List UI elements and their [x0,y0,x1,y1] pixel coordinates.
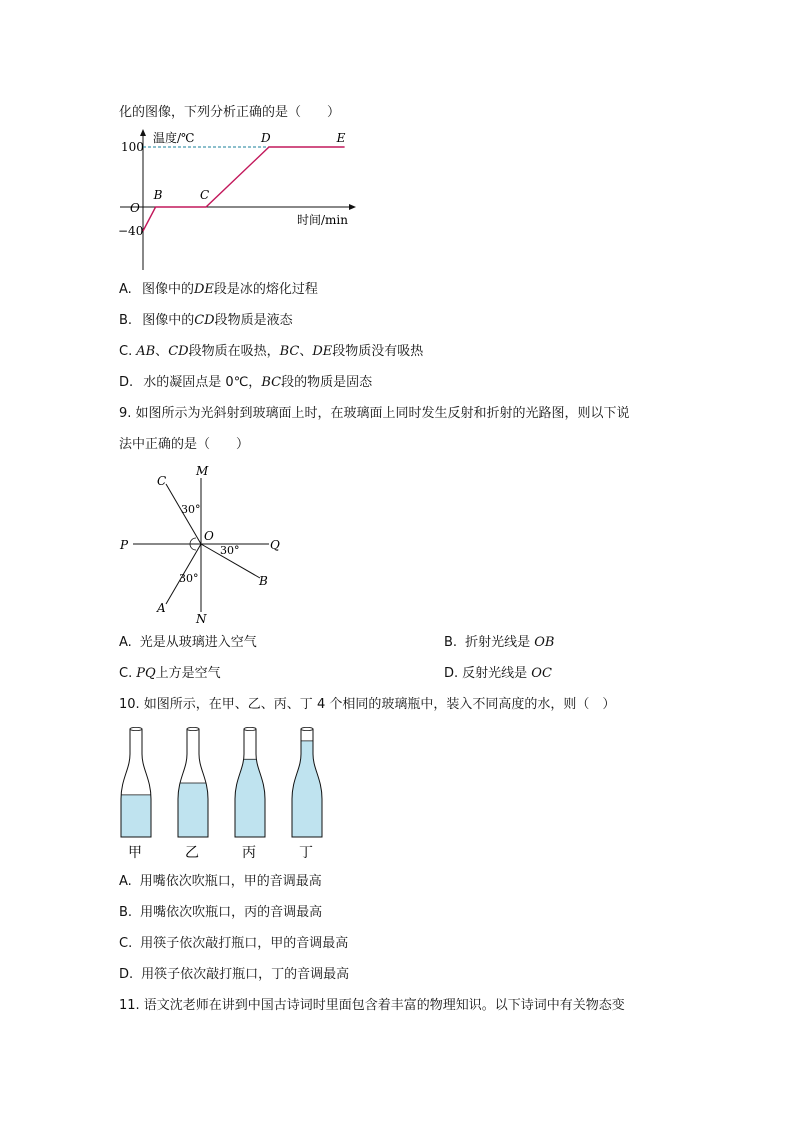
x-axis-label: 时间/min [297,213,348,227]
q9-option-d[interactable]: D. 反射光线是 OC [444,666,552,681]
bottle-label: 丙 [242,845,256,861]
label-n: N [196,612,207,626]
bottle-mouth [187,727,199,730]
y-axis-label: 温度/℃ [153,131,195,145]
point-label-c: C [200,188,210,202]
q9-option-b[interactable]: B. 折射光线是 OB [444,635,555,650]
water-fill [120,795,152,837]
angle-right: 30° [220,544,240,557]
q8-option-b[interactable]: B. 图像中的CD段物质是液态 [119,313,293,328]
q8-option-d[interactable]: D. 水的凝固点是 0℃，BC段的物质是固态 [119,375,373,390]
label-c: C [157,474,167,488]
q10-option-c[interactable]: C. 用筷子依次敲打瓶口，甲的音调最高 [119,936,349,951]
label-a: A [157,601,166,615]
bottle-4 [291,727,323,861]
point-label-b: B [153,188,163,202]
point-label-d: D [261,131,271,145]
label-o: O [204,529,214,543]
label-b: B [259,574,268,588]
q10-stem: 10. 如图所示，在甲、乙、丙、丁 4 个相同的玻璃瓶中，装入不同高度的水，则（ ） [119,697,616,712]
origin-label: O [130,201,140,215]
point-label-e: E [336,131,346,145]
bottle-mouth [130,727,142,730]
label-p: P [120,538,129,552]
water-fill [291,741,323,837]
q10-option-a[interactable]: A. 用嘴依次吹瓶口，甲的音调最高 [119,874,322,889]
q10-option-b[interactable]: B. 用嘴依次吹瓶口，丙的音调最高 [119,905,323,920]
angle-upper: 30° [181,503,201,516]
bottle-1 [120,727,152,861]
q8-option-a[interactable]: A. 图像中的DE段是冰的熔化过程 [119,282,318,297]
y-tick-100: 100 [121,140,144,154]
q8-option-c[interactable]: C. AB、CD段物质在吸热，BC、DE段物质没有吸热 [119,344,424,359]
q8-stem-tail: 化的图像，下列分析正确的是（ ） [119,105,341,120]
q11-stem: 11. 语文沈老师在讲到中国古诗词时里面包含着丰富的物理知识。以下诗词中有关物态变 [119,998,625,1013]
bottle-label: 甲 [128,845,142,861]
label-m: M [196,464,209,478]
bottle-mouth [301,727,313,730]
bottle-mouth [244,727,256,730]
water-fill [177,783,209,837]
q10-option-d[interactable]: D. 用筷子依次敲打瓶口，丁的音调最高 [119,967,350,982]
q9-stem-line2: 法中正确的是（ ） [119,437,250,452]
q9-stem-line1: 9. 如图所示为光斜射到玻璃面上时，在玻璃面上同时发生反射和折射的光路图，则以下说 [119,406,630,421]
q9-option-a[interactable]: A. 光是从玻璃进入空气 [119,635,257,650]
angle-lower: 30° [179,572,199,585]
bottle-3 [234,727,266,861]
bottle-label: 乙 [185,845,199,861]
bottle-2 [177,727,209,861]
label-q: Q [270,538,280,552]
q9-option-c[interactable]: C. PQ上方是空气 [119,666,221,681]
y-tick-minus40: −40 [118,224,144,238]
bottle-label: 丁 [299,845,313,861]
water-fill [234,759,266,837]
